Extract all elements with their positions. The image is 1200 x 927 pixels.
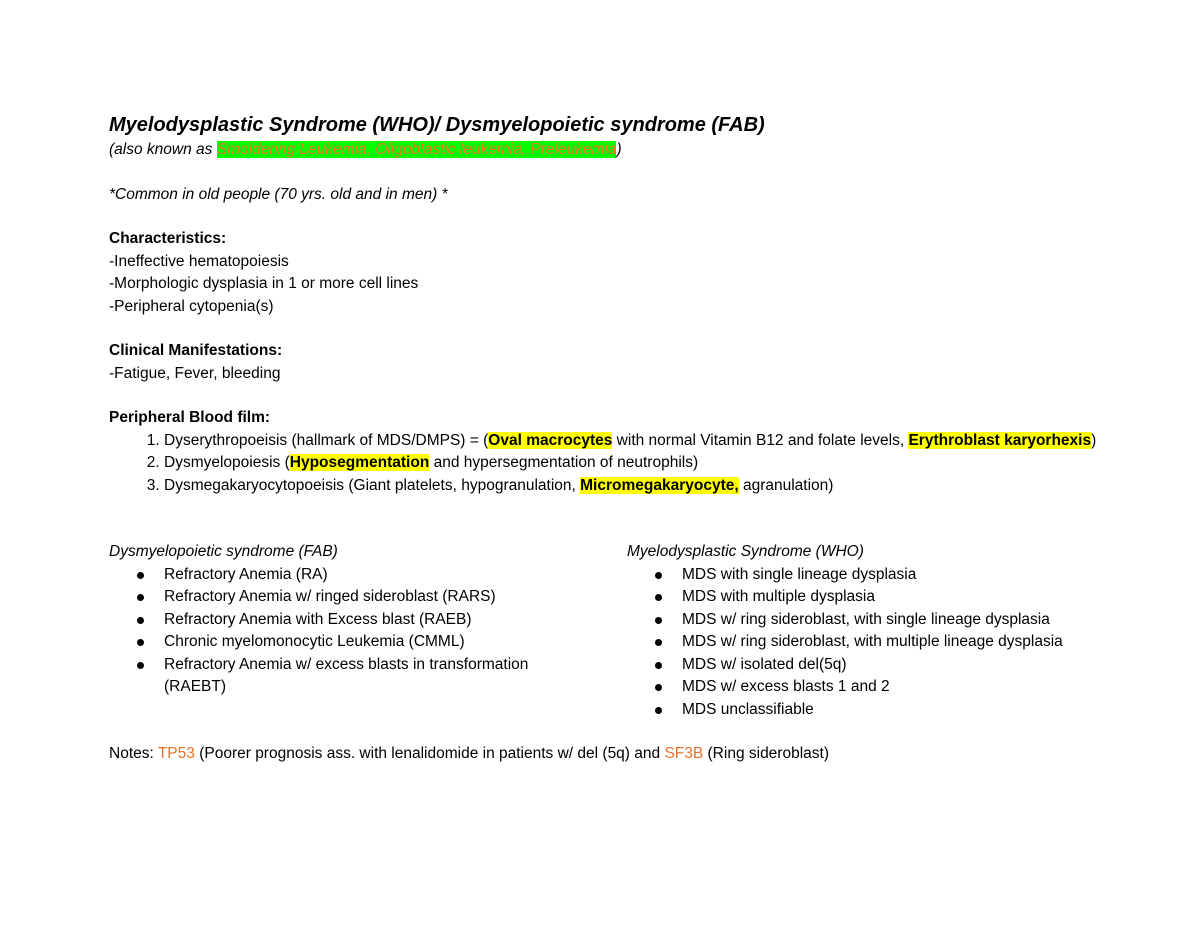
pbf-item-dysmegakaryocytopoeisis: 3. Dysmegakaryocytopoeisis (Giant platelets, hypogranulation, Micromegakaryocyte, agranulation) bbox=[164, 475, 1109, 498]
characteristics-item: -Peripheral cytopenia(s) bbox=[109, 297, 274, 315]
pbf-item-dyserythropoeisis: 1. Dyserythropoeisis (hallmark of MDS/DMPS) = (Oval macrocytes with normal Vitamin B12 and folate levels, Erythroblast karyorhexis) bbox=[164, 430, 1109, 453]
who-list bbox=[627, 564, 1107, 722]
aka-line bbox=[109, 139, 1109, 162]
gene-tp53: TP53 bbox=[157, 745, 195, 762]
list-item: MDS w/ ring sideroblast, with single lineage dysplasia bbox=[682, 609, 1107, 632]
highlight-oval-macrocytes: Oval macrocytes bbox=[488, 431, 613, 449]
list-item: Chronic myelomonocytic Leukemia (CMML) bbox=[164, 631, 579, 654]
aka-open: (also known as bbox=[109, 141, 217, 158]
aka-close: ) bbox=[616, 141, 622, 158]
highlight-hyposegmentation: Hyposegmentation bbox=[289, 454, 430, 471]
list-item: Refractory Anemia w/ ringed sideroblast (RARS) bbox=[164, 586, 579, 609]
classification-columns bbox=[109, 541, 1109, 741]
page-title: Myelodysplastic Syndrome (WHO)/ Dysmyelopoietic syndrome (FAB) bbox=[109, 114, 765, 136]
clinical-heading: Clinical Manifestations: bbox=[109, 342, 283, 359]
pbf-list bbox=[109, 430, 1109, 498]
characteristics-item: -Ineffective hematopoiesis bbox=[109, 252, 289, 270]
list-item: MDS w/ isolated del(5q) bbox=[682, 654, 1107, 677]
list-item: Refractory Anemia with Excess blast (RAEB) bbox=[164, 609, 579, 632]
list-item: MDS w/ excess blasts 1 and 2 bbox=[682, 676, 1107, 699]
pbf-item-dysmyelopoiesis: 2. Dysmyelopoiesis (Hyposegmentation and hypersegmentation of neutrophils) bbox=[164, 452, 1109, 475]
common-note: *Common in old people (70 yrs. old and in men) * bbox=[109, 185, 448, 203]
notes-line: Notes: TP53 (Poorer prognosis ass. with lenalidomide in patients w/ del (5q) and SF3B (Ring sideroblast) bbox=[109, 745, 829, 762]
highlight-erythroblast-karyorhexis: Erythroblast karyorhexis bbox=[908, 431, 1092, 449]
notes-label: Notes: bbox=[109, 745, 158, 762]
characteristics-heading: Characteristics: bbox=[109, 230, 227, 247]
who-heading: Myelodysplastic Syndrome (WHO) bbox=[627, 543, 864, 560]
list-item: MDS w/ ring sideroblast, with multiple lineage dysplasia bbox=[682, 631, 1107, 654]
list-item: MDS with single lineage dysplasia bbox=[682, 564, 1107, 587]
list-item: Refractory Anemia (RA) bbox=[164, 564, 579, 587]
list-item: MDS with multiple dysplasia bbox=[682, 586, 1107, 609]
fab-list bbox=[109, 564, 579, 699]
gene-sf3b: SF3B bbox=[664, 745, 704, 762]
characteristics-item: -Morphologic dysplasia in 1 or more cell lines bbox=[109, 275, 419, 292]
list-item: Refractory Anemia w/ excess blasts in transformation (RAEBT) bbox=[164, 654, 579, 699]
who-column bbox=[627, 541, 1107, 721]
highlight-micromegakaryocyte: Micromegakaryocyte, bbox=[580, 476, 739, 494]
clinical-item: -Fatigue, Fever, bleeding bbox=[109, 364, 281, 382]
document-content bbox=[109, 111, 1109, 766]
list-item: MDS unclassifiable bbox=[682, 699, 1107, 722]
pbf-heading: Peripheral Blood film: bbox=[109, 409, 271, 426]
aka-highlight: Smoldering Leukemia, Oligoblastic leukemia, Preleukemia bbox=[216, 141, 617, 158]
fab-column bbox=[109, 541, 579, 699]
fab-heading: Dysmyelopoietic syndrome (FAB) bbox=[109, 543, 338, 560]
